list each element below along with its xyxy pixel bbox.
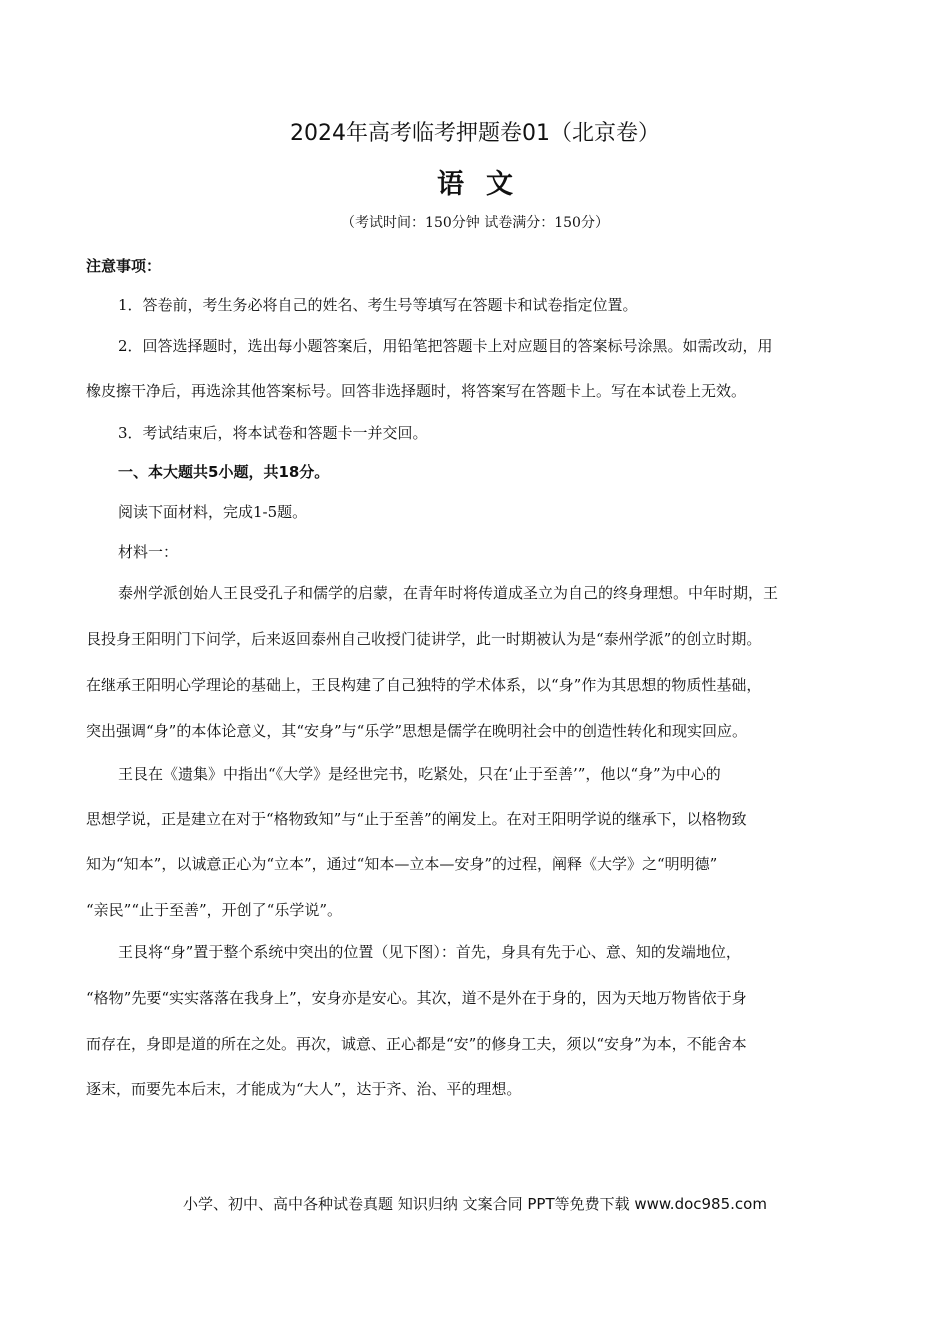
body-line: 艮投身王阳明门下问学，后来返回泰州自己收授门徒讲学，此一时期被认为是“泰州学派”的创立时期。	[86, 630, 762, 648]
body-line: 突出强调“身”的本体论意义，其“安身”与“乐学”思想是儒学在晚明社会中的创造性转化和现实回应。	[86, 722, 748, 740]
notice-heading: 注意事项：	[86, 257, 162, 275]
body-line: “亲民”“止于至善”，开创了“乐学说”。	[86, 901, 343, 919]
body-line: 泰州学派创始人王艮受孔子和儒学的启蒙，在青年时将传道成圣立为自己的终身理想。中年时期，王	[118, 584, 779, 602]
body-line: 王艮在《遗集》中指出“《大学》是经世完书，吃紧处，只在‘止于至善’”，他以“身”为中心的	[118, 765, 721, 783]
material-label: 材料一：	[118, 543, 179, 561]
subject-title: 语文	[437, 169, 535, 200]
body-line: 思想学说，正是建立在对于“格物致知”与“止于至善”的阐发上。在对王阳明学说的继承下，以格物致	[86, 810, 747, 828]
notice-line: 2．回答选择题时，选出每小题答案后，用铅笔把答题卡上对应题目的答案标号涂黑。如需改动，用	[118, 337, 773, 355]
notice-line: 1．答卷前，考生务必将自己的姓名、考生号等填写在答题卡和试卷指定位置。	[118, 296, 638, 314]
body-line: 知为“知本”，以诚意正心为“立本”，通过“知本—立本—安身”的过程，阐释《大学》之“明明德”	[86, 855, 718, 873]
section-heading: 一、本大题共5小题，共18分。	[118, 463, 330, 481]
body-line: “格物”先要“实实落落在我身上”，安身亦是安心。其次，道不是外在于身的，因为天地万物皆依于身	[86, 989, 747, 1007]
footer-banner: 小学、初中、高中各种试卷真题 知识归纳 文案合同 PPT等免费下载 www.doc985.com	[183, 1195, 767, 1213]
reading-instruction: 阅读下面材料，完成1-5题。	[118, 503, 308, 521]
exam-title: 2024年高考临考押题卷01（北京卷）	[290, 121, 660, 146]
body-line: 在继承王阳明心学理论的基础上，王艮构建了自己独特的学术体系，以“身”作为其思想的物质性基础，	[86, 676, 762, 694]
body-line: 王艮将“身”置于整个系统中突出的位置（见下图）：首先，身具有先于心、意、知的发端地位，	[118, 943, 741, 961]
body-line: 逐末，而要先本后末，才能成为“大人”，达于齐、治、平的理想。	[86, 1080, 522, 1098]
exam-meta: （考试时间：150分钟 试卷满分：150分）	[341, 215, 609, 231]
body-line: 而存在，身即是道的所在之处。再次，诚意、正心都是“安”的修身工夫，须以“安身”为本，不能舍本	[86, 1035, 747, 1053]
notice-line: 3．考试结束后，将本试卷和答题卡一并交回。	[118, 424, 428, 442]
notice-line: 橡皮擦干净后，再选涂其他答案标号。回答非选择题时，将答案写在答题卡上。写在本试卷上无效。	[86, 382, 747, 400]
